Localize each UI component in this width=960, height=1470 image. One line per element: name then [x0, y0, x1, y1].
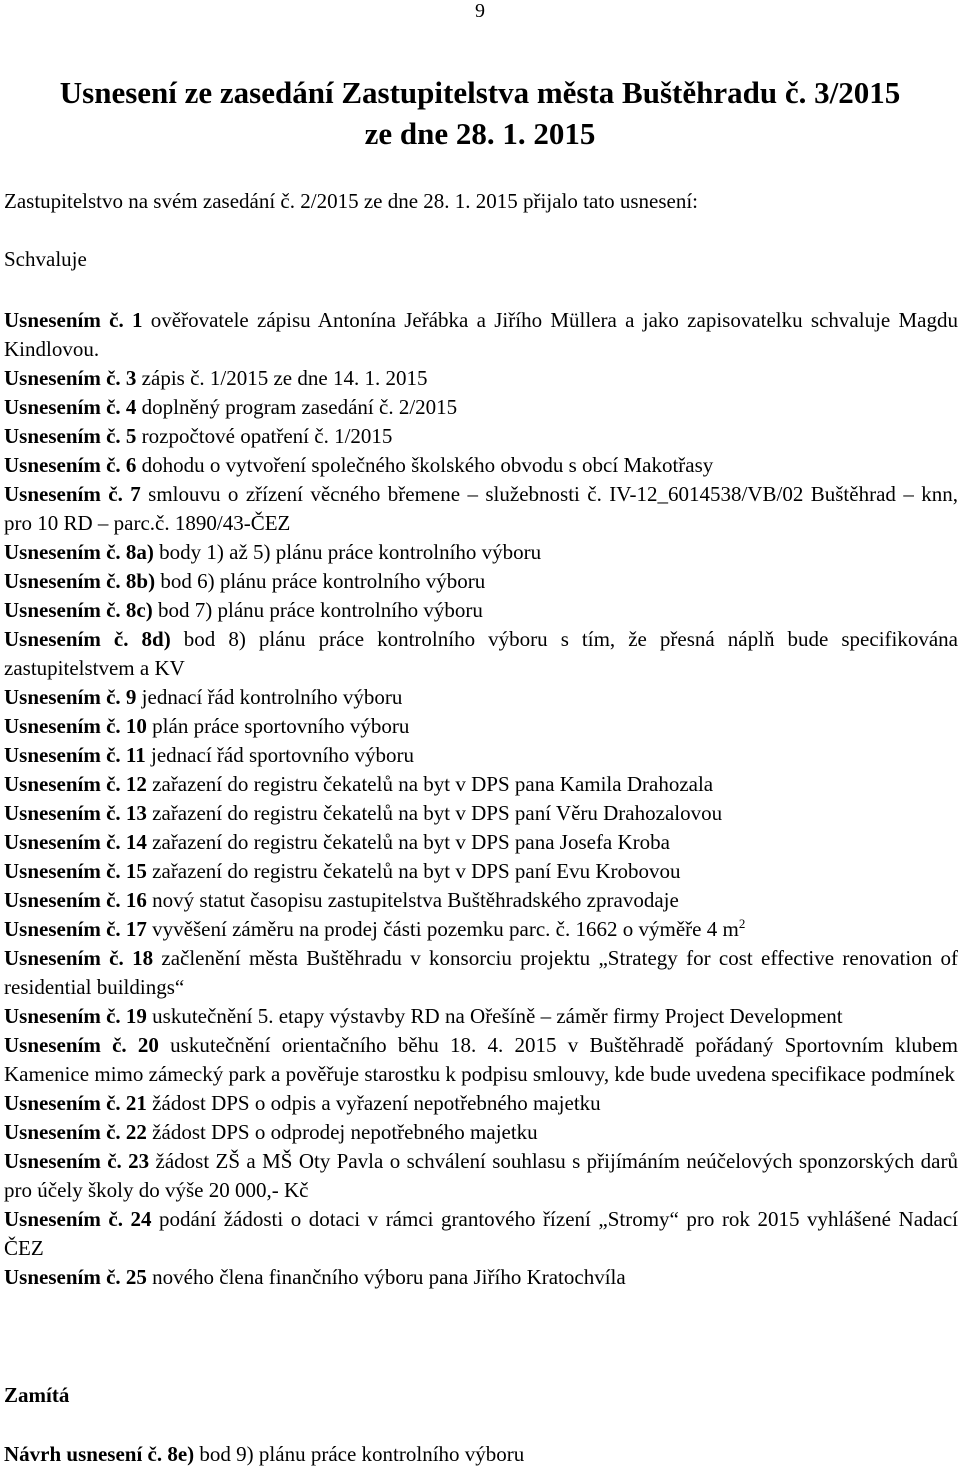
- resolution-text: rozpočtové opatření č. 1/2015: [136, 424, 393, 448]
- resolution-text: doplněný program zasedání č. 2/2015: [136, 395, 458, 419]
- resolution-item: [4, 393, 958, 422]
- resolution-item: [4, 567, 958, 596]
- resolution-label: Usnesením č.: [4, 1091, 121, 1115]
- resolution-number: 8c): [125, 598, 153, 622]
- resolution-label: Usnesením č.: [4, 482, 123, 506]
- resolution-text: uskutečnění orientačního běhu 18. 4. 2015 v Buštěhradě pořádaný Sportovním klubem Kamenice mimo zámecký park a pověřuje starostku k podpisu smlouvy, kde bude uvedena specifikace podmínek: [4, 1033, 958, 1086]
- resolution-text: zápis č. 1/2015 ze dne 14. 1. 2015: [136, 366, 428, 390]
- resolution-item: [4, 451, 958, 480]
- resolution-label: Usnesením č.: [4, 395, 121, 419]
- resolution-item: [4, 799, 958, 828]
- resolution-number: 23: [128, 1149, 150, 1173]
- resolution-label: Usnesením č.: [4, 569, 121, 593]
- title-line-1: Usnesení ze zasedání Zastupitelstva města Buštěhradu č. 3/2015: [59, 75, 901, 110]
- resolution-number: 15: [125, 859, 147, 883]
- proposal-text: bod 9) plánu práce kontrolního výboru: [194, 1442, 525, 1466]
- resolution-text: zařazení do registru čekatelů na byt v DPS pana Josefa Kroba: [146, 830, 670, 854]
- resolution-item: [4, 1031, 958, 1089]
- resolution-text: žádost DPS o odpis a vyřazení nepotřebného majetku: [146, 1091, 601, 1115]
- resolution-label: Usnesením č.: [4, 917, 121, 941]
- resolution-label: Usnesením č.: [4, 685, 121, 709]
- resolution-text: bod 6) plánu práce kontrolního výboru: [155, 569, 486, 593]
- resolution-label: Usnesením č.: [4, 772, 121, 796]
- page-number: 9: [475, 0, 485, 22]
- resolution-item: [4, 625, 958, 683]
- resolution-label: Usnesením č.: [4, 1149, 122, 1173]
- resolution-text: zařazení do registru čekatelů na byt v DPS paní Evu Krobovou: [146, 859, 681, 883]
- resolution-label: Usnesením č.: [4, 946, 124, 970]
- resolution-item: [4, 1089, 958, 1118]
- resolution-number: 5: [125, 424, 137, 448]
- resolution-number: 19: [125, 1004, 147, 1028]
- resolution-text: žádost ZŠ a MŠ Oty Pavla o schválení souhlasu s přijímáním neúčelových sponzorských darů pro účely školy do výše 20 000,- Kč: [4, 1149, 958, 1202]
- resolution-number: 9: [125, 685, 137, 709]
- resolution-number: 25: [125, 1265, 147, 1289]
- resolution-item: [4, 422, 958, 451]
- proposal-label: Návrh usnesení č. 8e): [4, 1442, 195, 1466]
- resolution-number: 1: [132, 308, 143, 332]
- resolution-number: 3: [125, 366, 137, 390]
- intro-text: Zastupitelstvo na svém zasedání č. 2/2015 ze dne 28. 1. 2015 přijalo tato usnesení:: [4, 189, 699, 213]
- resolution-number: 8a): [125, 540, 154, 564]
- resolution-text: podání žádosti o dotaci v rámci grantového řízení „Stromy“ pro rok 2015 vyhlášené Nadací ČEZ: [4, 1207, 958, 1260]
- resolution-number: 7: [130, 482, 141, 506]
- resolution-number: 6: [125, 453, 137, 477]
- resolution-item: [4, 741, 958, 770]
- resolution-item: [4, 886, 958, 915]
- resolution-number: 18: [132, 946, 154, 970]
- resolution-number: 14: [125, 830, 147, 854]
- resolution-label: Usnesením č.: [4, 801, 121, 825]
- resolution-label: Usnesením č.: [4, 888, 121, 912]
- resolution-label: Usnesením č.: [4, 453, 121, 477]
- superscript: 2: [738, 916, 746, 931]
- resolution-text: zařazení do registru čekatelů na byt v DPS paní Věru Drahozalovou: [146, 801, 723, 825]
- resolution-item: [4, 364, 958, 393]
- resolution-text: body 1) až 5) plánu práce kontrolního výboru: [153, 540, 542, 564]
- resolution-number: 11: [125, 743, 146, 767]
- resolution-item: [4, 538, 958, 567]
- resolution-item: [4, 915, 958, 944]
- resolution-number: 21: [125, 1091, 147, 1115]
- resolution-item: [4, 683, 958, 712]
- resolution-list: [4, 306, 958, 1292]
- resolution-label: Usnesením č.: [4, 598, 121, 622]
- resolution-label: Usnesením č.: [4, 1207, 123, 1231]
- resolution-label: Usnesením č.: [4, 859, 121, 883]
- resolution-item: [4, 1263, 958, 1292]
- resolution-label: Usnesením č.: [4, 830, 121, 854]
- resolution-number: 4: [125, 395, 137, 419]
- section-heading-reject: Zamítá: [4, 1383, 70, 1407]
- resolution-number: 17: [125, 917, 147, 941]
- resolution-text: žádost DPS o odprodej nepotřebného majetku: [146, 1120, 538, 1144]
- resolution-number: 8d): [141, 627, 171, 651]
- resolution-item: [4, 944, 958, 1002]
- resolution-text: bod 8) plánu práce kontrolního výboru s tím, že přesná náplň bude specifikována zastupitelstvem a KV: [4, 627, 958, 680]
- resolution-text: jednací řád sportovního výboru: [145, 743, 415, 767]
- resolution-item: [4, 596, 958, 625]
- resolution-item: [4, 306, 958, 364]
- resolution-number: 10: [125, 714, 147, 738]
- resolution-text: začlenění města Buštěhradu v konsorciu projektu „Strategy for cost effective renovation of residential buildings“: [4, 946, 959, 999]
- resolution-text: uskutečnění 5. etapy výstavby RD na Ořešíně – záměr firmy Project Development: [146, 1004, 843, 1028]
- resolution-item: [4, 828, 958, 857]
- resolution-item: [4, 1205, 958, 1263]
- resolution-label: Usnesením č.: [4, 627, 129, 651]
- resolution-number: 16: [125, 888, 147, 912]
- resolution-text: smlouvu o zřízení věcného břemene – služebnosti č. IV-12_6014538/VB/02 Buštěhrad – knn, pro 10 RD – parc.č. 1890/43-ČEZ: [4, 482, 958, 535]
- resolution-label: Usnesením č.: [4, 366, 121, 390]
- resolution-label: Usnesením č.: [4, 1033, 127, 1057]
- resolution-item: [4, 857, 958, 886]
- resolution-label: Usnesením č.: [4, 1004, 121, 1028]
- resolution-text: plán práce sportovního výboru: [146, 714, 410, 738]
- resolution-text: zařazení do registru čekatelů na byt v DPS pana Kamila Drahozala: [146, 772, 714, 796]
- resolution-item: [4, 1147, 958, 1205]
- resolution-item: [4, 480, 958, 538]
- resolution-number: 8b): [125, 569, 156, 593]
- title-line-2: ze dne 28. 1. 2015: [364, 116, 596, 151]
- resolution-label: Usnesením č.: [4, 743, 121, 767]
- resolution-number: 20: [137, 1033, 159, 1057]
- resolution-number: 13: [125, 801, 147, 825]
- resolution-label: Usnesením č.: [4, 1120, 121, 1144]
- resolution-number: 24: [130, 1207, 152, 1231]
- resolution-label: Usnesením č.: [4, 1265, 121, 1289]
- resolution-text: nový statut časopisu zastupitelstva Buštěhradského zpravodaje: [146, 888, 679, 912]
- resolution-number: 22: [125, 1120, 147, 1144]
- resolution-label: Usnesením č.: [4, 424, 121, 448]
- resolution-text: bod 7) plánu práce kontrolního výboru: [152, 598, 483, 622]
- resolution-item: [4, 1118, 958, 1147]
- resolution-text: jednací řád kontrolního výboru: [136, 685, 403, 709]
- resolution-text: nového člena finančního výboru pana Jiřího Kratochvíla: [146, 1265, 626, 1289]
- resolution-label: Usnesením č.: [4, 308, 124, 332]
- resolution-text: dohodu o vytvoření společného školského obvodu s obcí Makotřasy: [136, 453, 714, 477]
- rejected-proposal: [4, 1439, 524, 1469]
- resolution-item: [4, 712, 958, 741]
- document-title: [0, 72, 960, 154]
- resolution-item: [4, 770, 958, 799]
- resolution-text: ověřovatele zápisu Antonína Jeřábka a Jiřího Müllera a jako zapisovatelku schvaluje Magdu Kindlovou.: [4, 308, 958, 361]
- resolution-item: [4, 1002, 958, 1031]
- resolution-label: Usnesením č.: [4, 714, 121, 738]
- section-heading-approve: Schvaluje: [4, 247, 87, 271]
- resolution-text: vyvěšení záměru na prodej části pozemku parc. č. 1662 o výměře 4 m: [146, 917, 739, 941]
- resolution-number: 12: [125, 772, 147, 796]
- resolution-label: Usnesením č.: [4, 540, 121, 564]
